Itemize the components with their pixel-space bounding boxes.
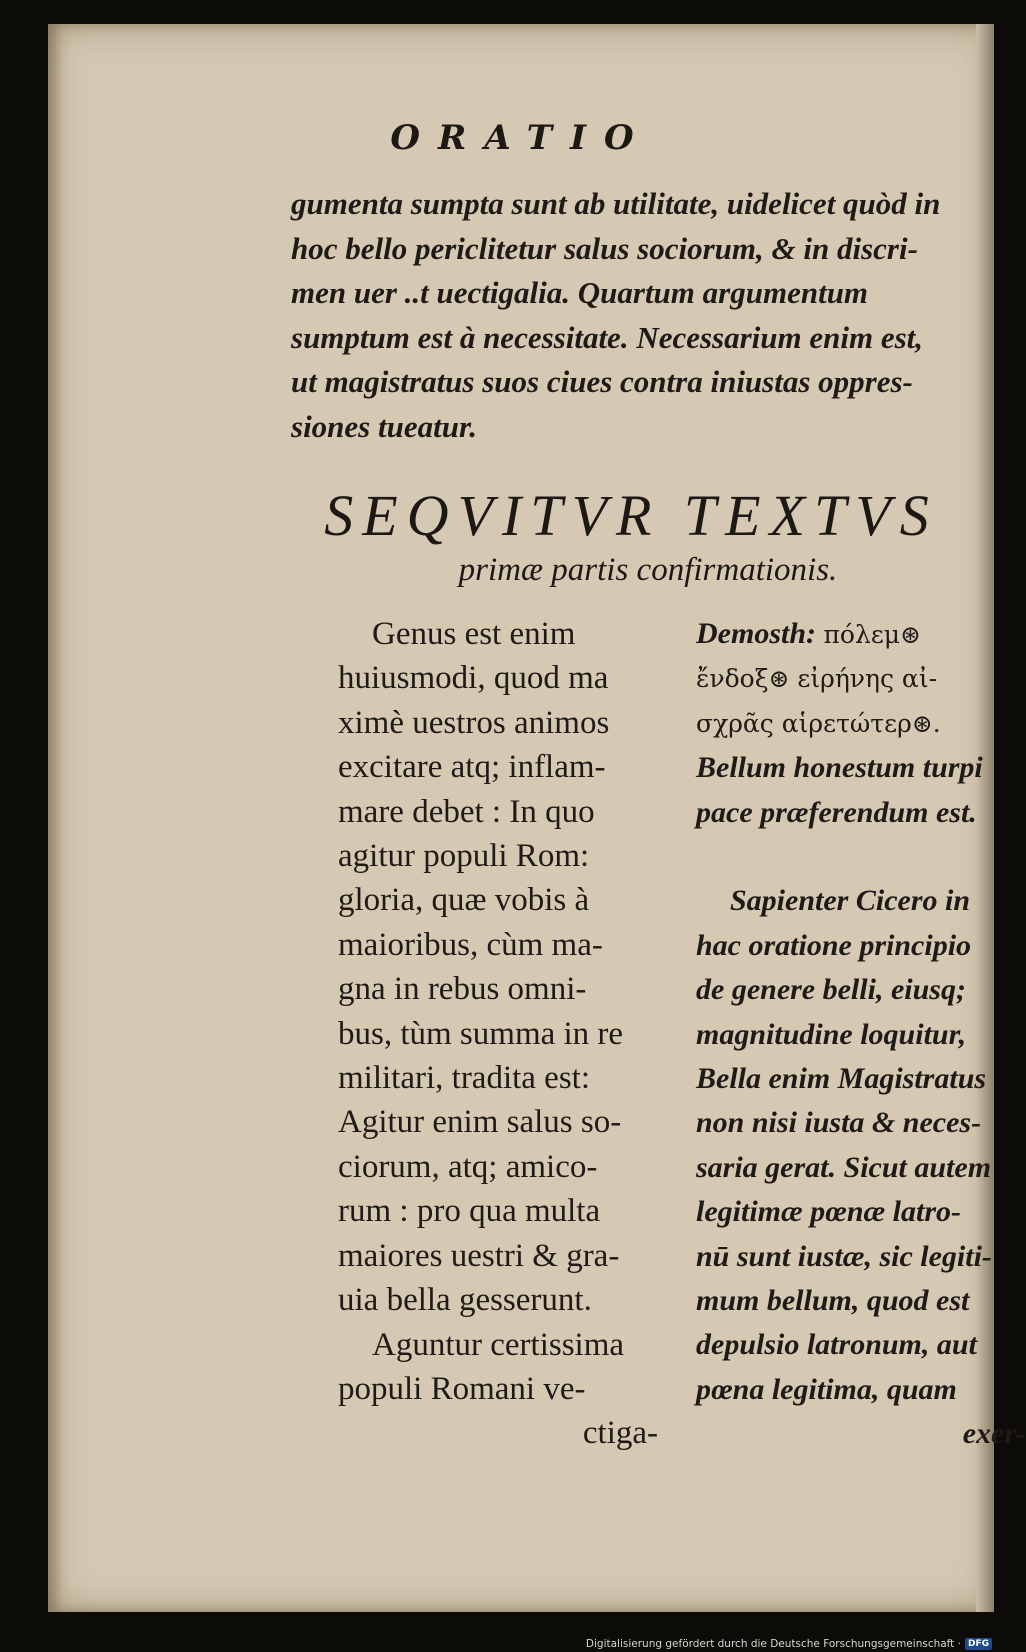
greek-line: σχρᾶς αἱρετώτερ⊛. xyxy=(696,708,941,738)
commentary-line: Sapienter Cicero in xyxy=(730,884,971,918)
commentary-line: pace præferendum est. xyxy=(696,795,977,829)
commentary-column xyxy=(696,612,1026,1457)
intro-line: ut magistratus suos ciues contra iniustas oppres- xyxy=(291,364,913,399)
greek-text: πόλεμ⊛ xyxy=(823,620,921,649)
text-line: bus, tùm summa in re xyxy=(338,1015,624,1052)
text-line: gna in rebus omni- xyxy=(338,971,587,1008)
text-line: ximè uestros animos xyxy=(338,704,610,741)
commentary-line: saria gerat. Sicut autem xyxy=(696,1150,992,1184)
text-line: Aguntur certissima xyxy=(372,1326,625,1363)
text-line: militari, tradita est: xyxy=(338,1060,591,1097)
running-head: ORATIO xyxy=(390,118,652,158)
text-line: maiores uestri & gra- xyxy=(338,1237,620,1274)
section-subheading: primæ partis confirmationis. xyxy=(458,552,838,588)
catchword: exer- xyxy=(962,1417,1026,1451)
intro-line: men uer ..t uectigalia. Quartum argumentum xyxy=(291,275,869,310)
text-line: maioribus, cùm ma- xyxy=(338,926,603,963)
catchword: ctiga- xyxy=(582,1415,658,1452)
commentary-line: de genere belli, eiusq; xyxy=(696,973,966,1007)
text-line: gloria, quæ vobis à xyxy=(338,882,590,919)
text-line: excitare atq; inflam- xyxy=(338,749,606,786)
section-heading: SEQVITVR TEXTVS xyxy=(324,483,938,548)
intro-line: gumenta sumpta sunt ab utilitate, uidelicet quòd in xyxy=(291,186,941,221)
intro-line: hoc bello periclitetur salus sociorum, & in discri- xyxy=(291,230,918,266)
text-line: ciorum, atq; amico- xyxy=(338,1148,598,1185)
text-line: huiusmodi, quod ma xyxy=(338,660,609,697)
text-line: uia bella gesserunt. xyxy=(338,1282,592,1319)
commentary-line: mum bellum, quod est xyxy=(696,1284,970,1318)
intro-line: siones tueatur. xyxy=(291,408,478,444)
blank-line xyxy=(696,835,1026,879)
commentary-line: Bella enim Magistratus xyxy=(696,1062,987,1096)
commentary-line: depulsio latronum, aut xyxy=(696,1328,977,1362)
text-line: populi Romani ve- xyxy=(338,1370,586,1407)
main-text-column xyxy=(338,612,658,1456)
commentary-line: non nisi iusta & neces- xyxy=(696,1106,982,1140)
text-line: Genus est enim xyxy=(372,616,576,652)
commentary-line: nū sunt iustæ, sic legiti- xyxy=(696,1239,992,1273)
commentary-line: hac oratione principio xyxy=(696,928,972,962)
commentary-line: Bellum honestum turpi xyxy=(696,751,983,785)
commentary-line: pœna legitima, quam xyxy=(696,1372,957,1406)
text-line: rum : pro qua multa xyxy=(338,1193,601,1230)
intro-paragraph xyxy=(291,182,971,449)
greek-line xyxy=(696,612,1026,657)
credit-text: Digitalisierung gefördert durch die Deutsche Forschungsgemeinschaft · xyxy=(585,1638,961,1650)
book-page xyxy=(48,24,1026,1612)
demosth-label: Demosth: xyxy=(696,617,816,650)
commentary-line: magnitudine loquitur, xyxy=(696,1017,967,1051)
text-line: mare debet : In quo xyxy=(338,793,595,830)
commentary-line: legitimæ pœnæ latro- xyxy=(696,1195,962,1229)
dfg-logo: DFG xyxy=(965,1638,992,1650)
text-line: agitur populi Rom: xyxy=(338,838,590,875)
digitization-credit xyxy=(586,1638,992,1650)
greek-line: ἔνδοξ⊛ εἰρήνης αἰ- xyxy=(696,664,938,694)
text-line: Agitur enim salus so- xyxy=(338,1104,622,1141)
intro-line: sumptum est à necessitate. Necessarium enim est, xyxy=(291,319,924,355)
